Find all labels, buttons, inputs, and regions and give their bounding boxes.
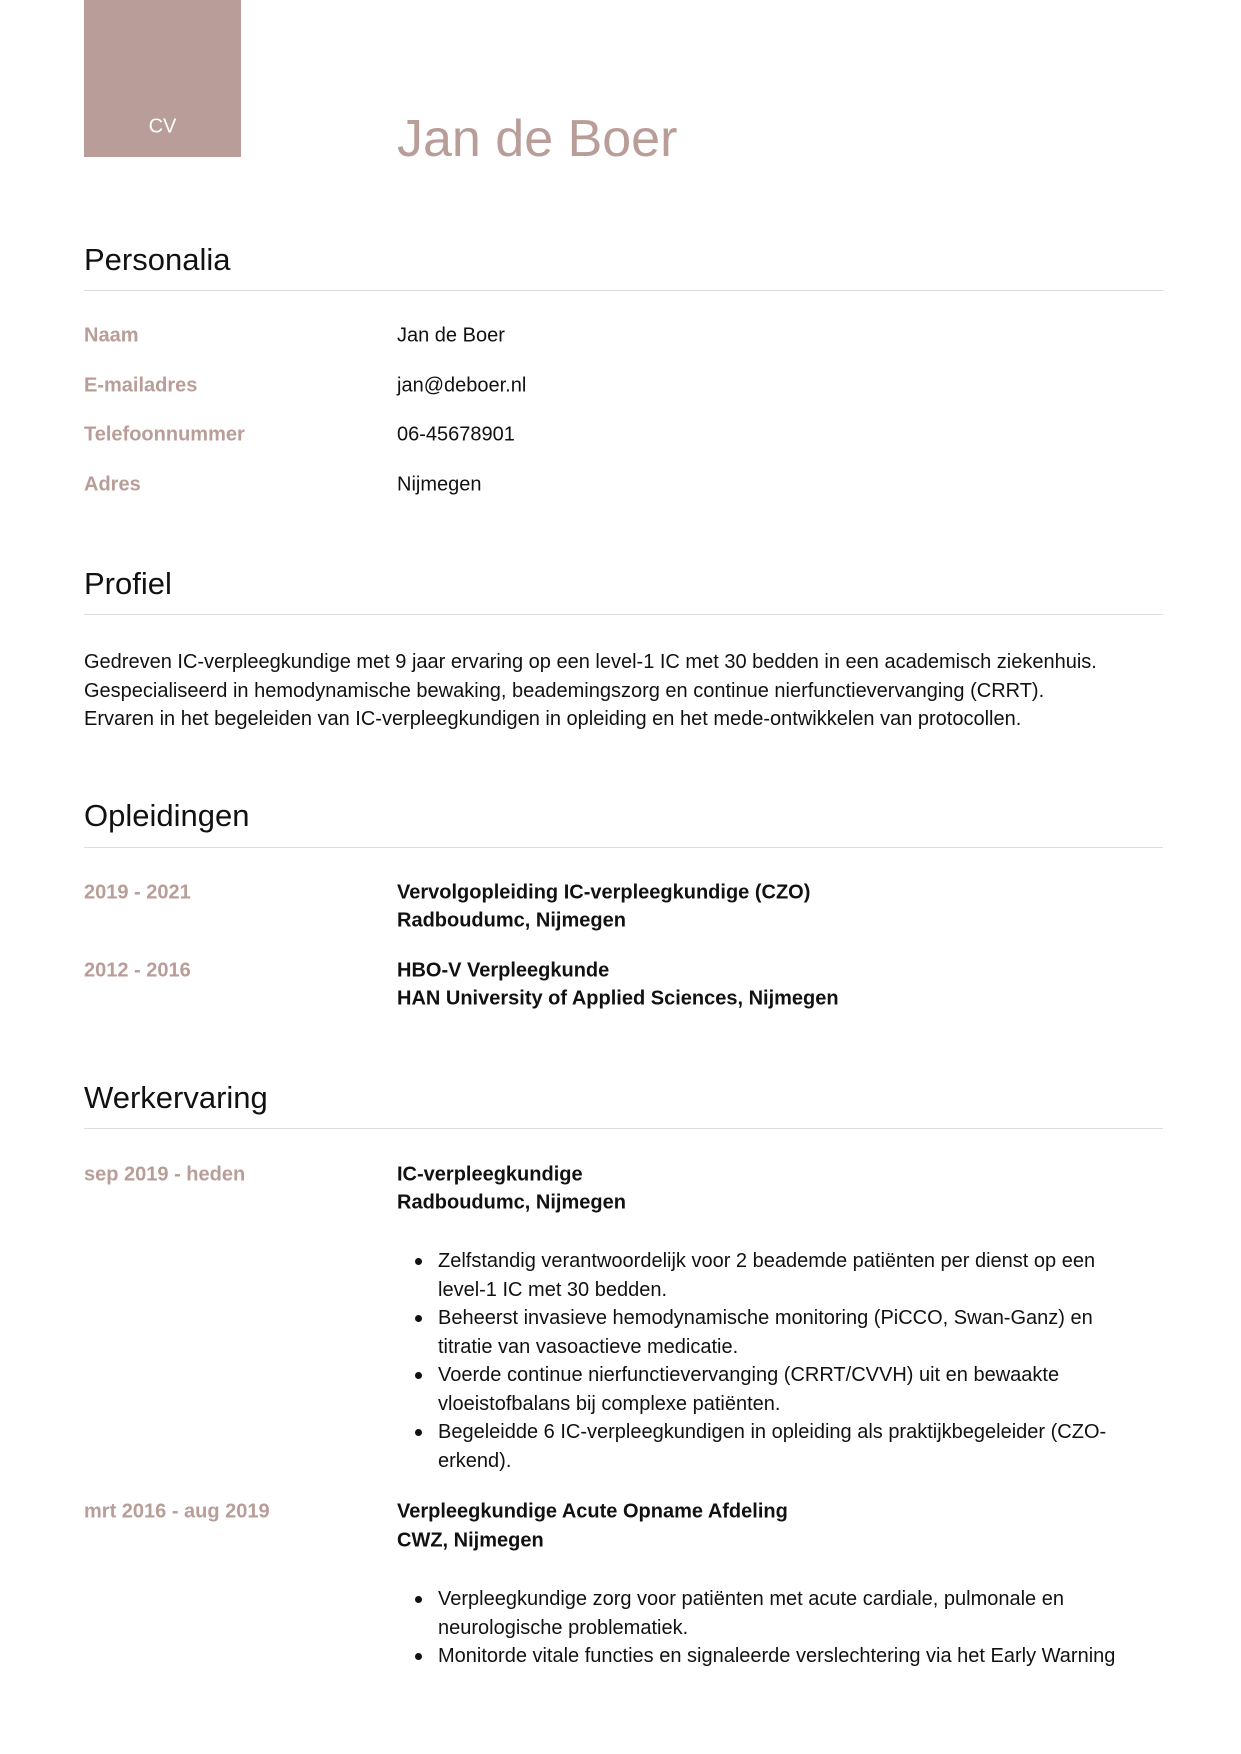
section-title-opleidingen: Opleidingen [84, 798, 250, 833]
job-period: mrt 2016 - aug 2019 [84, 1500, 270, 1523]
bullet-line: Verpleegkundige zorg voor patiënten met acute cardiale, pulmonale en [438, 1588, 1064, 1610]
section-title-personalia: Personalia [84, 242, 231, 277]
section-divider [84, 614, 1163, 615]
education-institution: HAN University of Applied Sciences, Nijmegen [397, 987, 839, 1010]
job-role: IC-verpleegkundige [397, 1163, 583, 1186]
job-bullet [438, 1585, 1163, 1642]
job-bullet [438, 1304, 1163, 1361]
personalia-value-adres: Nijmegen [397, 473, 482, 496]
personalia-label-email: E-mailadres [84, 374, 198, 397]
bullet-line: Begeleidde 6 IC-verpleegkundigen in opleiding als praktijkbegeleider (CZO- [438, 1421, 1107, 1443]
bullet-line: erkend). [438, 1449, 512, 1472]
job-employer: Radboudumc, Nijmegen [397, 1191, 626, 1214]
section-divider [84, 1128, 1163, 1129]
profile-line: Gedreven IC-verpleegkundige met 9 jaar ervaring op een level-1 IC met 30 bedden in een academisch ziekenhuis. [84, 651, 1097, 673]
bullet-line: level-1 IC met 30 bedden. [438, 1278, 668, 1301]
profile-summary [84, 648, 1174, 734]
job-employer: CWZ, Nijmegen [397, 1529, 544, 1552]
personalia-label-telefoon: Telefoonnummer [84, 423, 245, 446]
personalia-label-naam: Naam [84, 324, 139, 347]
section-title-werkervaring: Werkervaring [84, 1080, 268, 1115]
bullet-line: titratie van vasoactieve medicatie. [438, 1335, 739, 1358]
section-divider [84, 847, 1163, 848]
cv-badge-label: CV [148, 115, 177, 138]
education-period: 2012 - 2016 [84, 959, 191, 982]
education-name: HBO-V Verpleegkunde [397, 959, 610, 982]
personalia-value-email: jan@deboer.nl [397, 374, 527, 397]
cv-name-heading: Jan de Boer [397, 110, 678, 168]
job-role: Verpleegkundige Acute Opname Afdeling [397, 1500, 788, 1523]
job-bullet-list [438, 1585, 1163, 1671]
profile-line: Ervaren in het begeleiden van IC-verpleegkundigen in opleiding en het mede-ontwikkelen van protocollen. [84, 708, 1022, 730]
bullet-line: Zelfstandig verantwoordelijk voor 2 beademde patiënten per dienst op een [438, 1250, 1096, 1272]
bullet-line: Voerde continue nierfunctievervanging (CRRT/CVVH) uit en bewaakte [438, 1364, 1060, 1386]
personalia-value-naam: Jan de Boer [397, 324, 505, 347]
job-bullet-list [438, 1247, 1163, 1475]
personalia-label-adres: Adres [84, 473, 141, 496]
section-divider [84, 290, 1163, 291]
section-title-profiel: Profiel [84, 566, 172, 601]
cv-badge [84, 0, 241, 157]
bullet-line: neurologische problematiek. [438, 1616, 689, 1639]
job-period: sep 2019 - heden [84, 1163, 246, 1186]
job-bullet [438, 1642, 1163, 1671]
job-bullet [438, 1361, 1163, 1418]
bullet-line: vloeistofbalans bij complexe patiënten. [438, 1392, 781, 1415]
profile-line: Gespecialiseerd in hemodynamische bewaking, beademingszorg en continue nierfunctievervanging (CRRT). [84, 679, 1045, 702]
education-institution: Radboudumc, Nijmegen [397, 909, 626, 932]
job-bullet [438, 1418, 1163, 1475]
education-name: Vervolgopleiding IC-verpleegkundige (CZO) [397, 881, 811, 904]
personalia-value-telefoon: 06-45678901 [397, 423, 515, 446]
job-bullet [438, 1247, 1163, 1304]
bullet-line: Beheerst invasieve hemodynamische monitoring (PiCCO, Swan-Ganz) en [438, 1307, 1093, 1329]
bullet-line: Monitorde vitale functies en signaleerde verslechtering via het Early Warning [438, 1645, 1116, 1667]
education-period: 2019 - 2021 [84, 881, 191, 904]
